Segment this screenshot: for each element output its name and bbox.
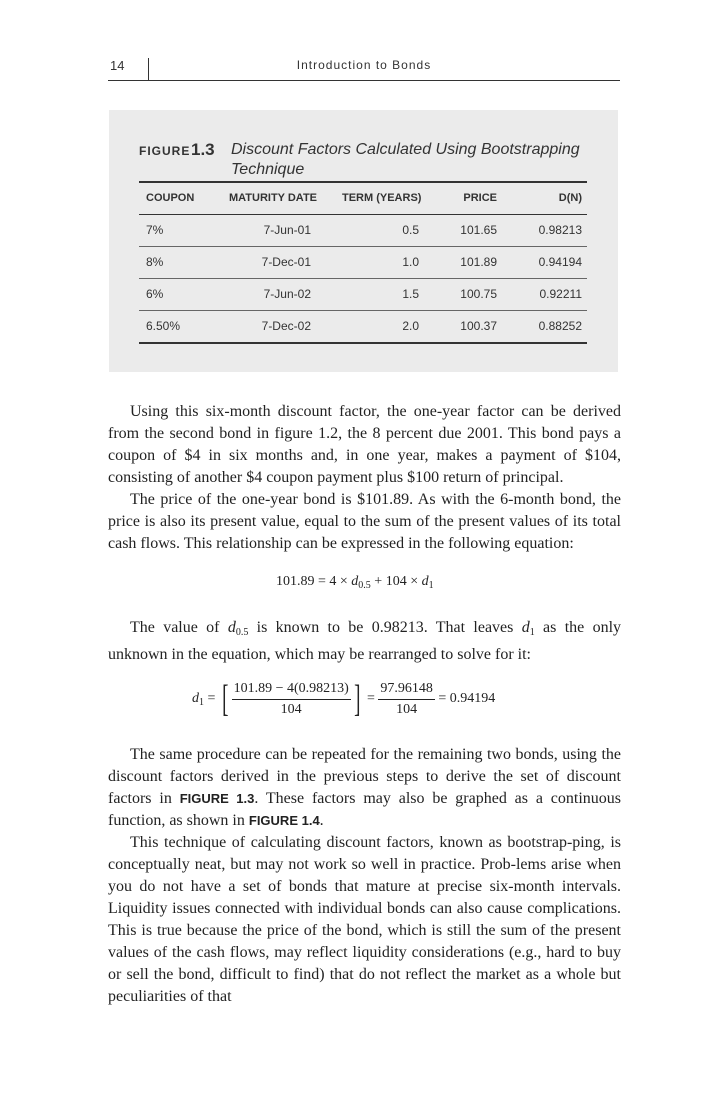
figure-label: FIGURE: [139, 144, 191, 158]
para3-var: d: [227, 619, 236, 636]
page-number: 14: [110, 58, 125, 73]
para3-var2: d: [521, 619, 530, 636]
eq1-sub-half: 0.5: [358, 580, 371, 591]
para3-middle: is known to be 0.98213. That leaves: [256, 619, 514, 636]
paragraph-4: [108, 744, 621, 832]
para3-before: The value of: [130, 619, 220, 636]
cell-maturity: 7-Dec-01: [261, 255, 311, 269]
paragraph-2: The price of the one-year bond is $101.89. As with the 6-month bond, the price is also its present value, equal to the sum of the present values of its total cash flows. This relationship can be expressed in the following equation:: [108, 491, 621, 552]
figure-number: 1.3: [191, 140, 215, 159]
body-text-mid: [108, 617, 621, 666]
eq2-var: d: [192, 691, 199, 707]
table-row: [139, 311, 587, 344]
fraction-2-numerator: 97.96148: [378, 681, 435, 700]
cell-term: 1.5: [402, 287, 419, 301]
cell-term: 1.0: [402, 255, 419, 269]
para4-text3: .: [319, 812, 324, 829]
cell-price: 100.37: [460, 319, 497, 333]
cell-dn: 0.88252: [538, 319, 582, 333]
paragraph-3: [108, 617, 621, 666]
body-text-top: [108, 401, 621, 555]
figure-box: [109, 110, 618, 372]
cell-term: 0.5: [402, 223, 419, 237]
cell-coupon: 7%: [146, 223, 164, 237]
cell-maturity: 7-Jun-02: [263, 287, 311, 301]
cell-maturity: 7-Jun-01: [263, 223, 311, 237]
discount-factor-table: [139, 181, 587, 344]
cell-maturity: 7-Dec-02: [261, 319, 311, 333]
column-header-term: TERM (YEARS): [342, 192, 422, 204]
para3-after: as the only unknown in the equation, which may be rearranged to solve for it:: [108, 619, 622, 663]
fraction-2-denominator: 104: [396, 701, 418, 717]
left-bracket: [: [222, 678, 229, 720]
eq2-result: = 0.94194: [438, 691, 496, 707]
eq1-lhs: 101.89 = 4 ×: [276, 574, 348, 589]
fraction-2: [378, 681, 435, 718]
eq1-d: d: [351, 574, 359, 589]
eq1-mid: + 104 ×: [374, 574, 419, 589]
equation-1: [276, 574, 434, 591]
cell-price: 101.65: [460, 223, 497, 237]
column-header-dn: D(N): [558, 192, 582, 204]
figure-1-4-reference[interactable]: FIGURE 1.4: [248, 813, 320, 828]
figure-1-3-reference[interactable]: FIGURE 1.3: [179, 791, 255, 806]
cell-coupon: 8%: [146, 255, 164, 269]
table-header-row: [139, 183, 587, 215]
column-header-coupon: COUPON: [146, 192, 195, 204]
paragraph-5: This technique of calculating discount factors, known as bootstrap-ping, is conceptually neat, but may not work so well in practice. Prob-lems arise when you do not have a set of bonds that mature at precise six-month intervals. Liquidity issues connected with individual bonds can also cause complications. This is true because the price of the bond, which is still the sum of the present values of the cash flows, may reflect liquidity considerations (e.g., hard to buy or sell the bond, difficult to find) that do not reflect the market as a whole but peculiarities of that: [108, 834, 621, 1005]
cell-price: 100.75: [460, 287, 497, 301]
equation-2: [192, 680, 495, 718]
right-bracket: ]: [353, 678, 361, 720]
eq1-d1: d: [421, 574, 429, 589]
eq2-eq: =: [207, 691, 216, 707]
eq2-eq2: =: [366, 691, 375, 707]
eq2-sub: 1: [199, 697, 204, 709]
cell-coupon: 6.50%: [146, 319, 181, 333]
fraction-1-denominator: 104: [280, 701, 302, 717]
body-text-bottom: [108, 744, 621, 1008]
para3-sub: 0.5: [235, 627, 249, 638]
table-row: [139, 247, 587, 279]
running-head: Introduction to Bonds: [296, 58, 432, 72]
cell-dn: 0.92211: [539, 287, 582, 301]
page-header: [108, 52, 620, 81]
para3-sub2: 1: [529, 627, 535, 638]
fraction-1-numerator: 101.89 − 4(0.98213): [232, 681, 351, 700]
cell-coupon: 6%: [146, 287, 164, 301]
eq1-sub-one: 1: [428, 580, 434, 591]
para4-text2: . These factors may also be graphed as a continuous function, as shown in: [108, 790, 622, 829]
table-row: [139, 215, 587, 247]
table-row: [139, 279, 587, 311]
para4-text1: The same procedure can be repeated for the remaining two bonds, using the discount factors derived in the previous steps to derive the set of discount factors in: [108, 746, 621, 807]
column-header-maturity: MATURITY DATE: [229, 192, 317, 204]
fraction-1: [232, 681, 351, 718]
figure-title: Discount Factors Calculated Using Bootstrapping Technique: [231, 141, 580, 178]
cell-price: 101.89: [460, 255, 497, 269]
cell-term: 2.0: [402, 319, 419, 333]
cell-dn: 0.98213: [538, 223, 582, 237]
column-header-price: PRICE: [463, 192, 497, 204]
cell-dn: 0.94194: [538, 255, 582, 269]
paragraph-1: Using this six-month discount factor, the one-year factor can be derived from the second bond in figure 1.2, the 8 percent due 2001. This bond pays a coupon of $4 in six months and, in one year, makes a payment of $104, consisting of another $4 coupon payment plus $100 return of principal.: [108, 403, 621, 486]
